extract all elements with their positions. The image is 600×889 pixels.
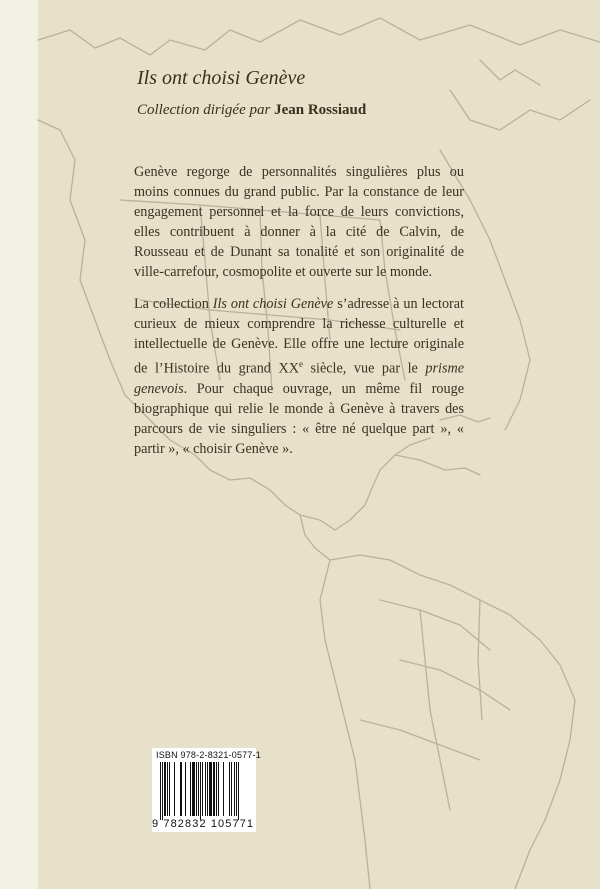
p2-part-a: La collection [134,296,213,312]
series-title: Ils ont choisi Genève [137,67,306,89]
p2-part-c: siècle, vue par le [302,360,426,377]
p2-part-d: . Pour chaque ouvrage, un même fil rouge biographique qui relie le monde à Genève à travers des parcours de vie singuliers : « être né quelque part », « partir », « choisir Genève ». [134,380,464,457]
prisme-genevois-italic: prisme genevois [134,360,465,397]
p2-part-b: s’adresse à un lectorat curieux de mieux comprendre la richesse culturelle et intellectuelle de Genève. Elle offre une lecture originale de l’Histoire du grand XX [134,296,464,377]
editor-name: Jean Rossiaud [274,102,367,118]
collection-directed-by: Collection dirigée par [137,102,271,118]
blurb-paragraph-1: Genève regorge de personnalités singulières plus ou moins connues du grand public. Par la constance de leur engagement personnel et la force de leurs convictions, elles contribuent à donner à la cité de Calvin, de Rousseau et de Dunant sa tonalité et son originalité de ville-carrefour, cosmopolite et ouverte sur le monde. [134,164,464,280]
collection-name-italic: Ils ont choisi Genève [212,296,334,312]
barcode-bars [152,762,256,820]
blurb [134,162,464,471]
barcode-digits: 9 782832 105771 [152,818,255,830]
isbn-barcode [152,748,261,832]
series-editor-line [137,102,366,119]
isbn-label: ISBN 978-2-8321-0577-1 [156,750,261,760]
blurb-paragraph-2 [134,294,464,459]
century-superscript: e [298,359,303,369]
